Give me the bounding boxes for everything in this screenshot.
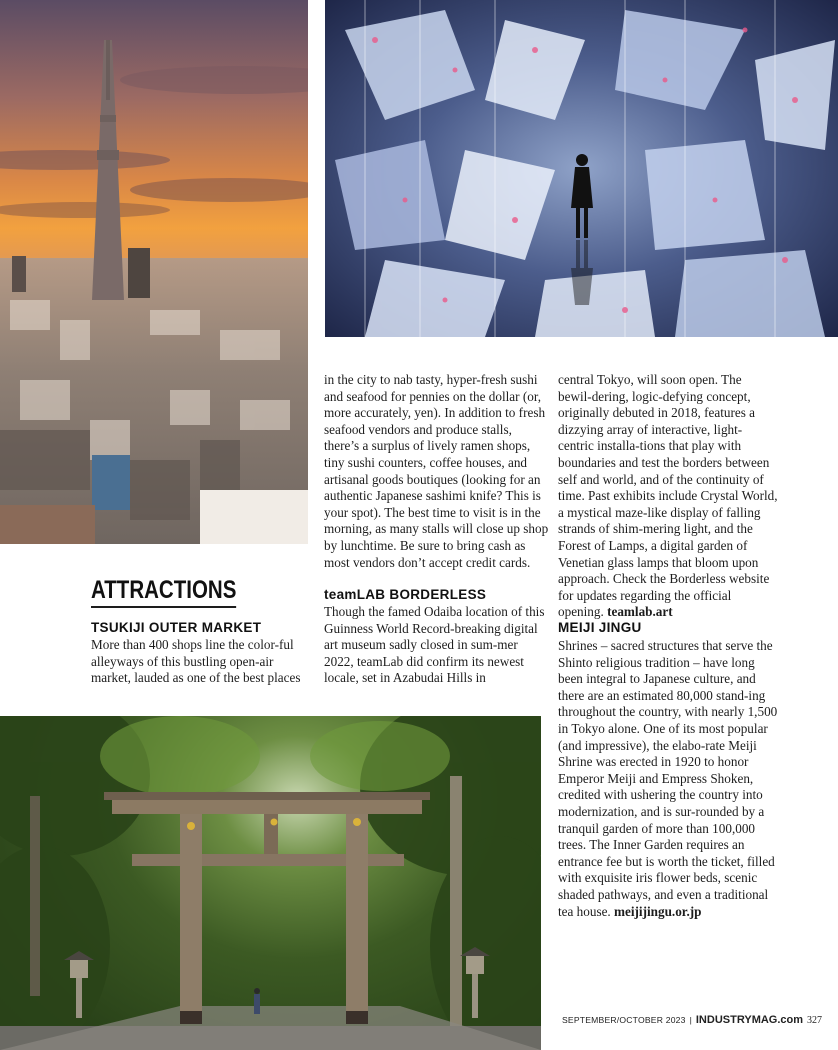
teamlab-body-part2-text: central Tokyo, will soon open. The bewil-dering, logic-defying concept, originally debuted in 2018, features a dizzying array of interactive, light-centric installa-tions that play with boundaries and test the borders between self and world, and of the continuity of time. Past exhibits include Crystal World, a mystical maze-like display of falling strands of shim-mering light, and the Forest of Lamps, a digital garden of Venetian glass lamps that bloom upon approach. Check the Borderless website for updates regarding the official opening. bbox=[558, 372, 778, 620]
crystal-illustration bbox=[325, 0, 838, 337]
section-heading-attractions: ATTRACTIONS bbox=[91, 576, 236, 608]
tokyo-skytree-photo bbox=[0, 0, 308, 544]
meiji-body bbox=[558, 638, 778, 920]
torii-illustration bbox=[0, 716, 541, 1050]
meiji-website-link[interactable]: meijijingu.or.jp bbox=[614, 903, 702, 919]
meiji-body-text: Shrines – sacred structures that serve the Shinto religious tradition – have long been integral to Japanese culture, and there are an estimated 80,000 stand-ing throughout the country, with nearly 1,500 in Tokyo alone. One of its most popular (and impressive), the elabo-rate Meiji Shrine was erected in 1920 to honor Emperor Meiji and Empress Shoken, credited with ushering the country into modernization, and is sur-rounded by a tranquil garden of more than 100,000 trees. The Inner Garden requires an entrance fee but is worth the ticket, filled with exquisite iris flower beds, scenic shaded pathways, and even a traditional tea house. bbox=[558, 638, 778, 919]
teamlab-body-part2-paragraph bbox=[558, 372, 778, 621]
tsukiji-heading: TSUKIJI OUTER MARKET bbox=[91, 620, 262, 635]
footer-issue-date: SEPTEMBER/OCTOBER 2023 bbox=[562, 1015, 686, 1025]
footer-page-number: 327 bbox=[807, 1015, 823, 1026]
meiji-body-paragraph bbox=[558, 638, 778, 920]
meiji-heading: MEIJI JINGU bbox=[558, 620, 642, 635]
tsukiji-body-part2-text: in the city to nab tasty, hyper-fresh sushi and seafood for pennies on the dollar (or, more accurately, yen). In addition to fresh seafood vendors and produce stalls, there’s a surplus of lively ramen shops, tiny sushi counters, coffee houses, and artisanal goods boutiques (looking for an authentic Japanese sashimi knife? This is your spot). The best time to visit is in the morning, as many stalls will close up shop by lunchtime. Be sure to bring cash as most vendors don’t accept credit cards. bbox=[324, 372, 549, 570]
teamlab-body-part2 bbox=[558, 372, 778, 621]
teamlab-crystal-world-photo bbox=[325, 0, 838, 337]
meiji-jingu-torii-photo bbox=[0, 716, 541, 1050]
footer-separator: | bbox=[689, 1015, 692, 1025]
tsukiji-body-part1-text: More than 400 shops line the color-ful alleyways of this bustling open-air market, lauded as one of the best places bbox=[91, 637, 301, 686]
teamlab-website-link[interactable]: teamlab.art bbox=[607, 604, 673, 620]
skytree-illustration bbox=[0, 0, 308, 544]
tsukiji-body-part2 bbox=[324, 372, 549, 571]
teamlab-heading: teamLAB BORDERLESS bbox=[324, 587, 487, 602]
page-footer bbox=[562, 1014, 823, 1026]
tsukiji-body-part1 bbox=[91, 637, 306, 687]
teamlab-body-part1-text: Though the famed Odaiba location of this Guinness World Record-breaking digital art museum sadly closed in sum-mer 2022, teamLab did confirm its newest locale, set in Azabudai Hills in bbox=[324, 604, 545, 686]
footer-brand: INDUSTRYMAG.com bbox=[695, 1014, 804, 1026]
teamlab-body-part1 bbox=[324, 604, 549, 687]
